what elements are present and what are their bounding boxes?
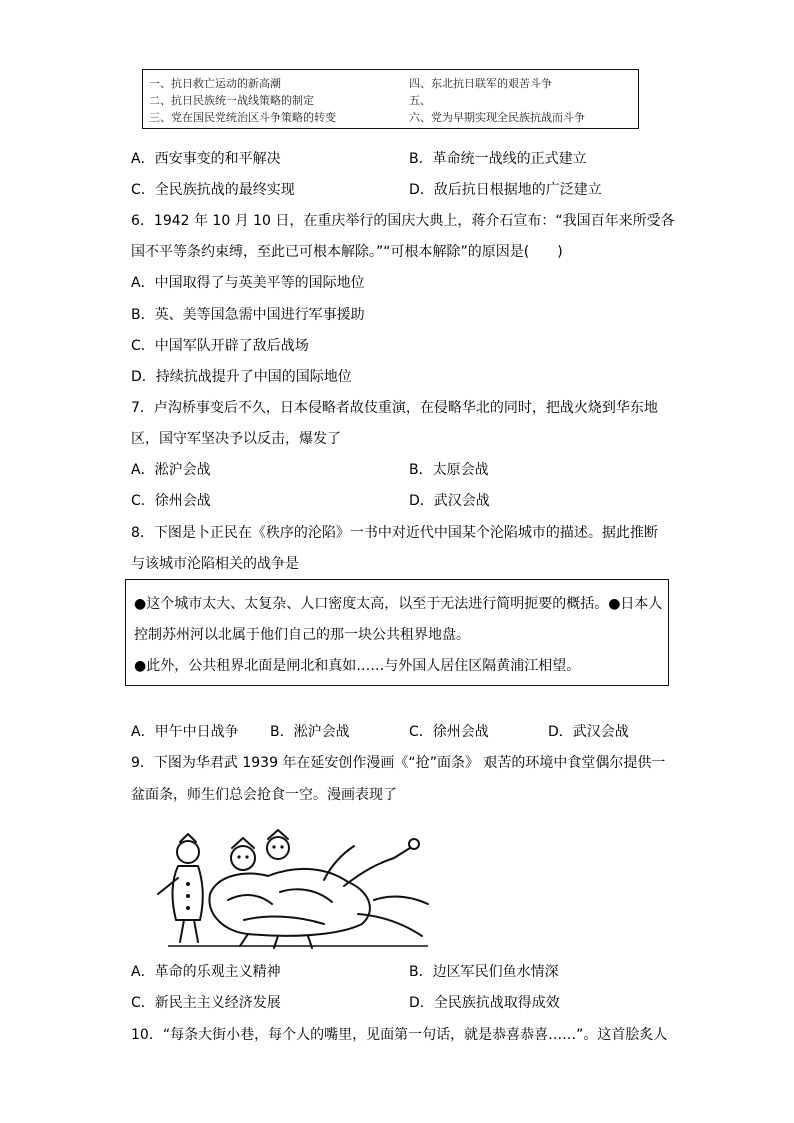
- q7-stem-line-2: 区，国守军坚决予以反击，爆发了: [131, 431, 341, 447]
- q7-stem-line-1: 7．卢沟桥事变后不久，日本侵略者故伎重演，在侵略华北的同时，把战火烧到华东地: [131, 400, 658, 416]
- q9-option-d: D．全民族抗战取得成效: [409, 995, 560, 1011]
- q9-option-b: B．边区军民们鱼水情深: [409, 964, 559, 980]
- outline-item-1: 一、抗日救亡运动的新高潮: [149, 77, 281, 90]
- q6-stem-line-2: 国不平等条约束缚，至此已可根本解除。”“可根本解除”的原因是( ): [131, 244, 563, 260]
- q9-stem-line-1: 9．下图为华君武 1939 年在延安创作漫画《“抢”面条》 艰苦的环境中食堂偶尔提供一: [131, 755, 666, 771]
- outline-item-5: 五、: [409, 94, 431, 107]
- q7-option-d: D．武汉会战: [409, 493, 490, 509]
- q8-option-b: B．淞沪会战: [270, 724, 350, 740]
- q7-option-a: A．淞沪会战: [131, 462, 211, 478]
- q8-stem-line-2: 与该城市沦陷相关的战争是: [131, 556, 299, 572]
- cartoon-image: [148, 824, 448, 952]
- q7-option-c: C．徐州会战: [131, 493, 211, 509]
- outline-item-3: 三、党在国民党统治区斗争策略的转变: [149, 111, 336, 124]
- q8-quote-box: [125, 579, 669, 686]
- q5-option-d: D．敌后抗日根据地的广泛建立: [409, 182, 602, 198]
- q9-stem-line-2: 盆面条，师生们总会抢食一空。漫画表现了: [131, 787, 397, 803]
- q8-option-c: C．徐州会战: [409, 724, 489, 740]
- q8-stem-line-1: 8．下图是卜正民在《秩序的沦陷》一书中对近代中国某个沦陷城市的描述。据此推断: [131, 525, 658, 541]
- q8-quote-line-1: ●这个城市太大、太复杂、人口密度太高，以至于无法进行简明扼要的概括。●日本人: [134, 596, 663, 612]
- q7-option-b: B．太原会战: [409, 462, 489, 478]
- q8-quote-line-2: 控制苏州河以北属于他们自己的那一块公共租界地盘。: [134, 627, 470, 643]
- outline-item-2: 二、抗日民族统一战线策略的制定: [149, 94, 314, 107]
- q6-option-b: B．英、美等国急需中国进行军事援助: [131, 307, 365, 323]
- q9-option-c: C．新民主主义经济发展: [131, 995, 281, 1011]
- q9-option-a: A．革命的乐观主义精神: [131, 964, 281, 980]
- q5-option-b: B．革命统一战线的正式建立: [409, 151, 587, 167]
- q8-option-a: A．甲午中日战争: [131, 724, 239, 740]
- q10-stem-line-1: 10．“每条大街小巷，每个人的嘴里，见面第一句话，就是恭喜恭喜……”。这首脍炙人: [131, 1027, 668, 1043]
- q6-stem-line-1: 6．1942 年 10 月 10 日，在重庆举行的国庆大典上，蒋介石宣布：“我国百年来所受各: [131, 213, 675, 229]
- q5-option-c: C．全民族抗战的最终实现: [131, 182, 295, 198]
- q8-quote-line-3: ●此外，公共租界北面是闸北和真如……与外国人居住区隔黄浦江相望。: [134, 658, 581, 674]
- q6-option-c: C．中国军队开辟了敌后战场: [131, 338, 309, 354]
- q6-option-d: D．持续抗战提升了中国的国际地位: [131, 369, 352, 385]
- outline-box: [142, 69, 639, 129]
- q8-option-d: D．武汉会战: [548, 724, 629, 740]
- q5-option-a: A．西安事变的和平解决: [131, 151, 281, 167]
- q6-option-a: A．中国取得了与英美平等的国际地位: [131, 275, 365, 291]
- outline-item-4: 四、东北抗日联军的艰苦斗争: [409, 77, 552, 90]
- outline-item-6: 六、党为早期实现全民族抗战而斗争: [409, 111, 585, 124]
